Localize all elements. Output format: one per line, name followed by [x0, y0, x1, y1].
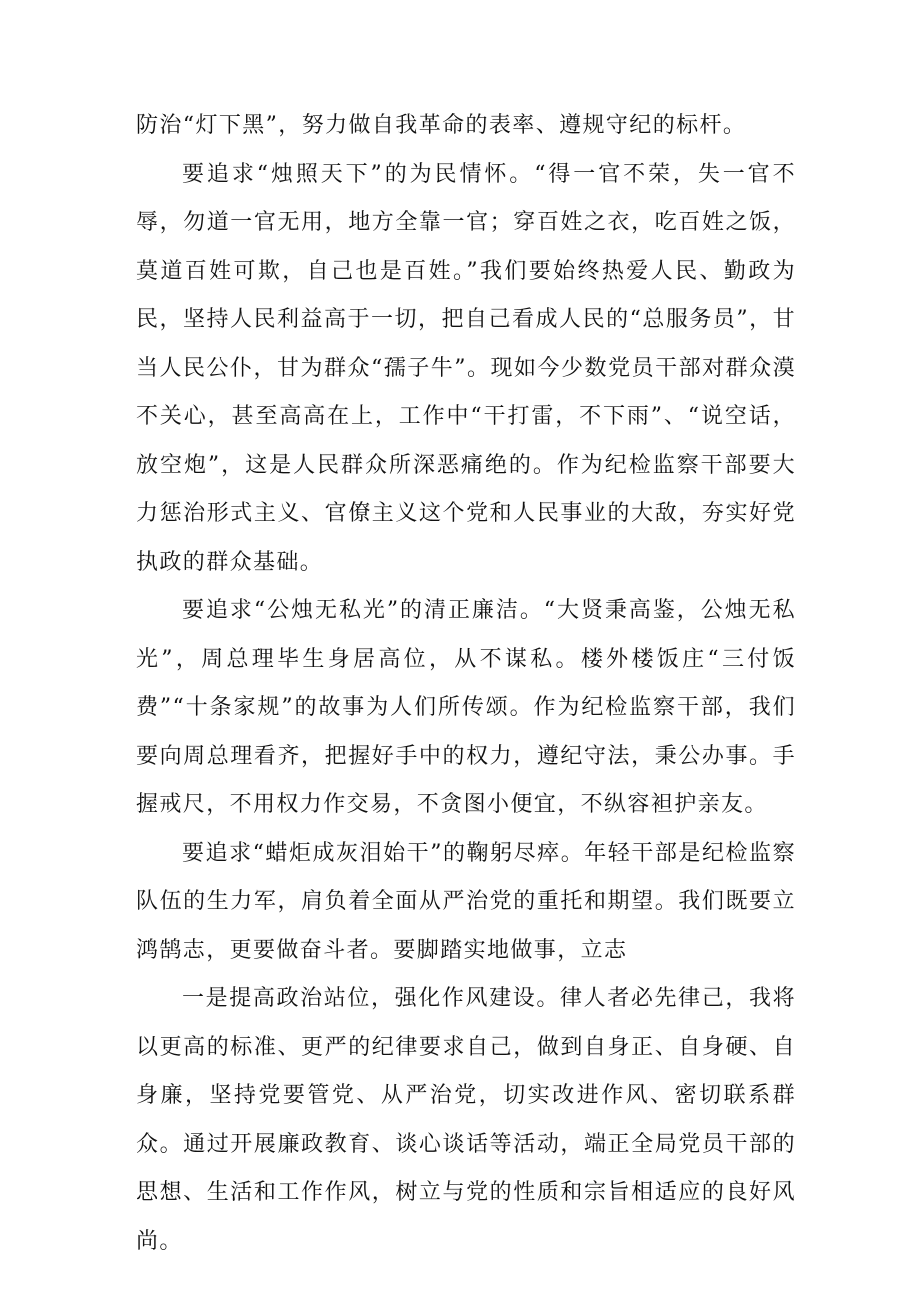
document-body [136, 102, 796, 1266]
paragraph-1: 防治“灯下黑”，努力做自我革命的表率、遵规守纪的标杆。 [136, 113, 747, 138]
paragraph-3: 要追求“公烛无私光”的清正廉洁。“大贤秉高鉴，公烛无私光”，周总理毕生身居高位，从不谋私。楼外楼饭庄“三付饭费”“十条家规”的故事为人们所传颂。作为纪检监察干部，我们要向周总理看齐，把握好手中的权力，遵纪守法，秉公办事。手握戒尺，不用权力作交易，不贪图小便宜，不纵容袒护亲友。 [136, 598, 796, 817]
paragraph-2: 要追求“烛照天下”的为民情怀。“得一官不荣，失一官不辱，勿道一官无用，地方全靠一官；穿百姓之衣，吃百姓之饭，莫道百姓可欺，自己也是百姓。”我们要始终热爱人民、勤政为民，坚持人民利益高于一切，把自己看成人民的“总服务员”，甘当人民公仆，甘为群众“孺子牛”。现如今少数党员干部对群众漠不关心，甚至高高在上，工作中“干打雷，不下雨”、“说空话，放空炮”，这是人民群众所深恶痛绝的。作为纪检监察干部要大力惩治形式主义、官僚主义这个党和人民事业的大敌，夯实好党执政的群众基础。 [136, 161, 796, 575]
paragraph-4: 要追求“蜡炬成灰泪始干”的鞠躬尽瘁。年轻干部是纪检监察队伍的生力军，肩负着全面从严治党的重托和期望。我们既要立鸿鹄志，更要做奋斗者。要脚踏实地做事，立志 [136, 840, 796, 963]
paragraph-5: 一是提高政治站位，强化作风建设。律人者必先律己，我将以更高的标准、更严的纪律要求自己，做到自身正、自身硬、自身廉，坚持党要管党、从严治党，切实改进作风、密切联系群众。通过开展廉政教育、谈心谈话等活动，端正全局党员干部的思想、生活和工作作风，树立与党的性质和宗旨相适应的良好风尚。 [136, 986, 796, 1254]
